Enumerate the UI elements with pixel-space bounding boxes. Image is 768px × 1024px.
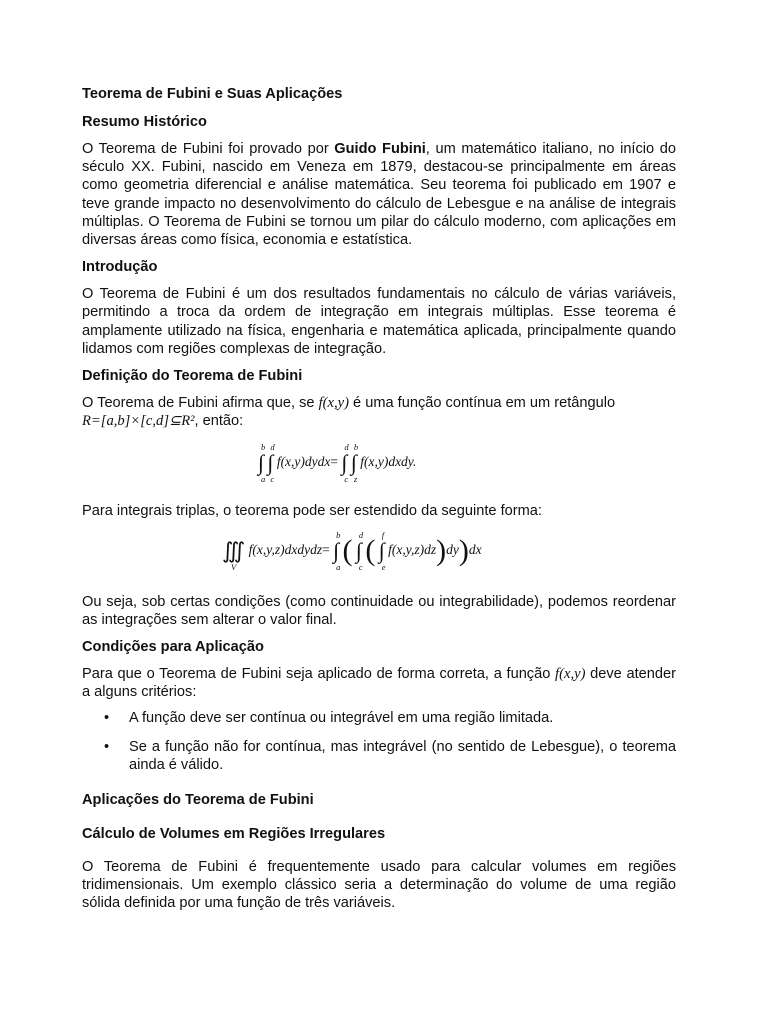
integrand: f(x,y)dxdy. [360, 454, 417, 470]
integral-sign: ∫ b a [333, 530, 341, 572]
bullet-icon: • [104, 710, 110, 727]
heading-aplicacoes: Aplicações do Teorema de Fubini [82, 792, 314, 809]
list-item [82, 738, 676, 774]
upper-limit: d [344, 442, 349, 452]
integrand: f(x,y)dydx [276, 454, 331, 470]
paragraph-ou-seja: Ou seja, sob certas condições (como continuidade ou integrabilidade), podemos reordenar as integrações sem alterar o valor final. [82, 593, 676, 628]
lower-limit: a [336, 561, 341, 572]
differential: dy [446, 542, 459, 558]
upper-limit: f [381, 530, 385, 540]
text-run: deve atender a alguns critérios: [82, 666, 676, 701]
paren-open: ( [342, 534, 353, 567]
bold-name: Guido Fubini [334, 141, 426, 157]
integrand: f(x,y,z)dxdydz [248, 542, 323, 558]
integral-sign: ∫ b a [258, 442, 266, 484]
list-item-text: Se a função não for contínua, mas integrável (no sentido de Lebesgue), o teorema ainda é válido. [129, 738, 676, 773]
list-item-text: A função deve ser contínua ou integrável em uma região limitada. [129, 710, 554, 727]
upper-limit: b [261, 442, 266, 452]
equals-sign: = [322, 542, 330, 558]
integral-sign: ∫ f e [378, 530, 386, 572]
paragraph-resumo [82, 140, 676, 249]
inline-formula: R=[a,b]×[c,d]⊆R² [82, 413, 195, 430]
integral-sign: ∫ b z [350, 442, 359, 484]
equals-sign: = [330, 454, 339, 470]
heading-calculo-volumes: Cálculo de Volumes em Regiões Irregulares [82, 826, 386, 843]
upper-limit: d [270, 442, 275, 452]
integral-sign: ∫ d c [341, 442, 349, 484]
inline-formula: f(x,y) [318, 395, 349, 412]
region-label: V [231, 561, 237, 572]
heading-definicao: Definição do Teorema de Fubini [82, 368, 303, 385]
paragraph-condicoes [82, 665, 676, 701]
document-title: Teorema de Fubini e Suas Aplicações [82, 86, 343, 102]
heading-resumo-historico: Resumo Histórico [82, 114, 207, 130]
text-run: O Teorema de Fubini foi provado por [82, 141, 335, 157]
paren-close: ) [436, 534, 447, 567]
paren-open: ( [365, 534, 376, 567]
lower-limit: e [381, 561, 386, 572]
lower-limit: a [261, 473, 266, 484]
formula-triple-integral [222, 530, 482, 572]
integral-sign: ∫ d c [267, 442, 275, 484]
integral-sign: ∫ d c [355, 530, 364, 572]
list-item [82, 709, 676, 727]
text-run: , um matemático italiano, no início do século XX. Fubini, nascido em Veneza em 1879, destacou-se principalmente em áreas como geometria diferencial e análise matemática. Seu teorema foi publicado em 1907 e teve grande impacto no desenvolvimento do cálculo de Lebesgue e na análise de integrais múltiplas. O Teorema de Fubini se tornou um pilar do cálculo moderno, com aplicações em diversas áreas como física, economia e estatística. [82, 141, 676, 249]
text-run: , então: [194, 413, 244, 430]
upper-limit: b [336, 530, 341, 540]
text-run: O Teorema de Fubini afirma que, se [82, 395, 319, 412]
heading-introducao: Introdução [82, 259, 158, 276]
formula-double-integral [258, 442, 417, 484]
integrand: f(x,y,z)dz [388, 542, 437, 558]
text-run: é uma função contínua em um retângulo [348, 395, 616, 412]
inline-formula: f(x,y) [555, 666, 586, 683]
paragraph-definicao [82, 394, 676, 430]
criteria-list [82, 709, 676, 774]
lower-limit: c [358, 561, 363, 572]
triple-integral-sign [222, 538, 246, 572]
lower-limit: c [344, 473, 349, 484]
differential: dx [468, 542, 482, 558]
upper-limit: b [353, 442, 359, 452]
upper-limit: d [358, 530, 364, 540]
bullet-icon: • [104, 738, 110, 755]
document-body [82, 84, 676, 913]
paragraph-introducao: O Teorema de Fubini é um dos resultados fundamentais no cálculo de várias variáveis, permitindo a troca da ordem de integração em integrais múltiplas. Esse teorema é amplamente utilizado na física, engenharia e matemática aplicada, principalmente quando lidamos com regiões complexas de integração. [82, 286, 676, 357]
paragraph-triplas: Para integrais triplas, o teorema pode ser estendido da seguinte forma: [82, 503, 542, 520]
paragraph-volumes: O Teorema de Fubini é frequentemente usado para calcular volumes em regiões tridimensionais. Um exemplo clássico seria a determinação do volume de uma região sólida definida por uma função de três variáveis. [82, 859, 676, 912]
lower-limit: c [270, 473, 275, 484]
heading-condicoes: Condições para Aplicação [82, 639, 264, 656]
lower-limit: z [353, 473, 358, 484]
paren-close: ) [458, 534, 469, 567]
triple-integral-glyph: ∭ [222, 538, 246, 563]
text-run: Para que o Teorema de Fubini seja aplicado de forma correta, a função [82, 666, 556, 683]
